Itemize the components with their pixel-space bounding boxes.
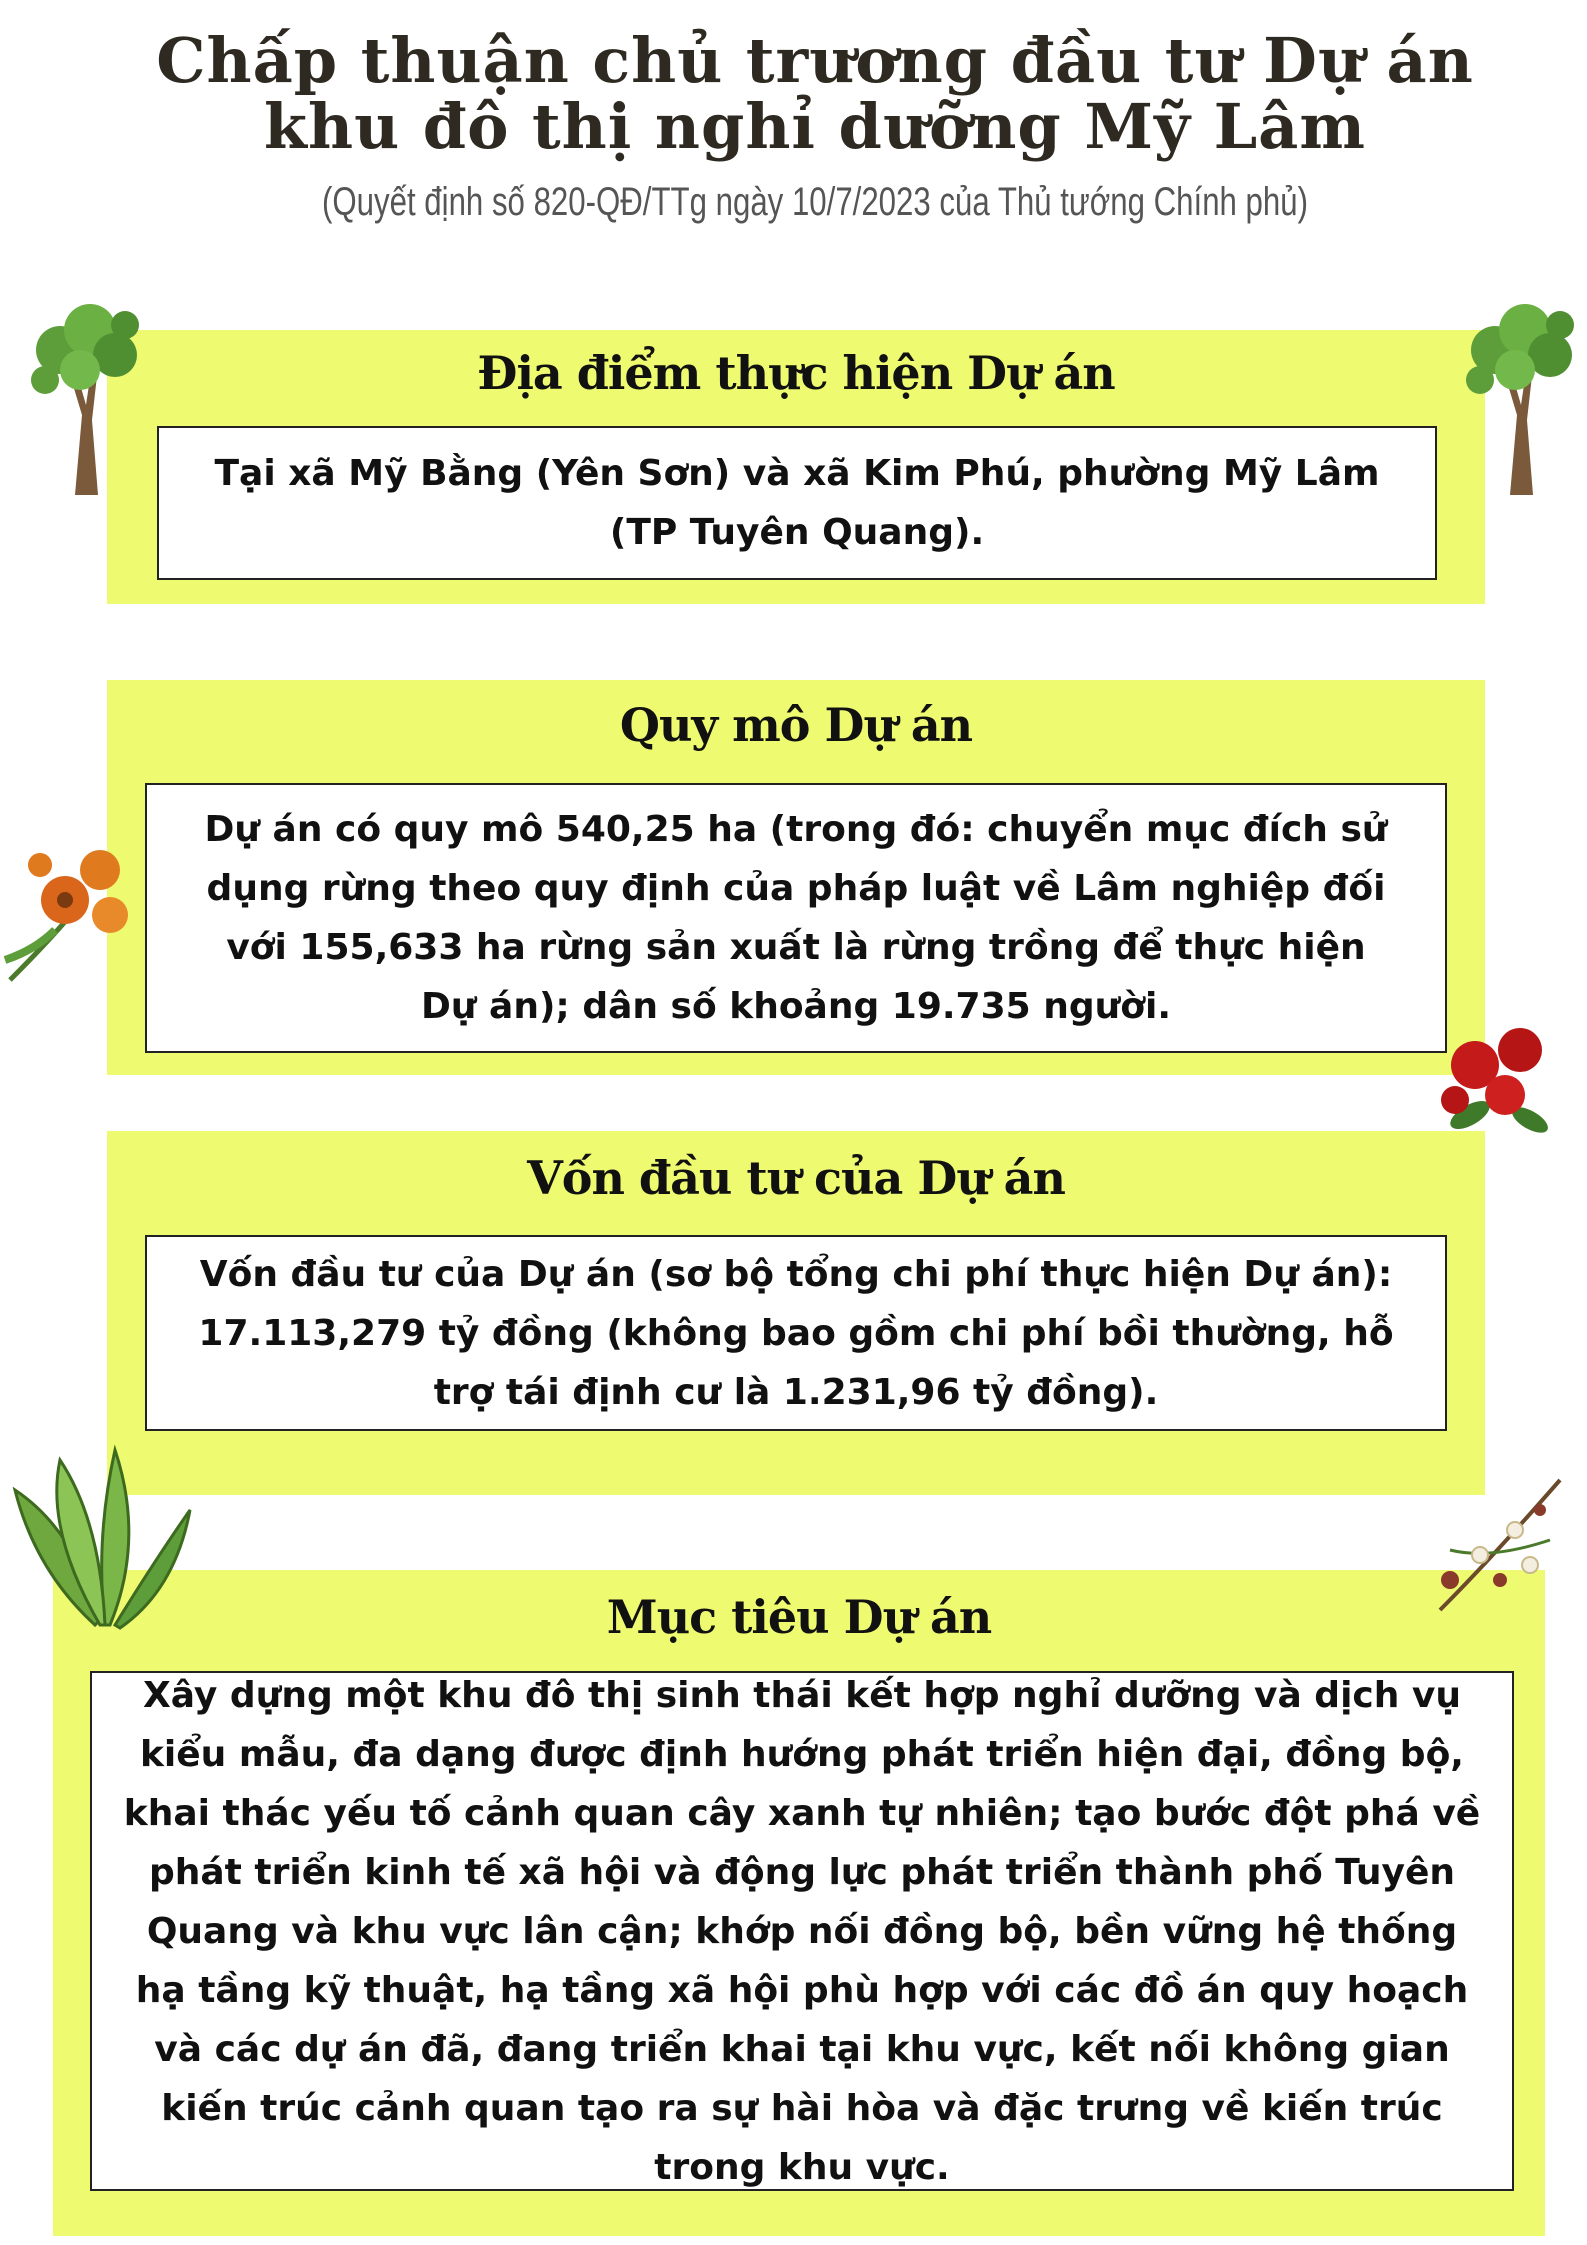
section-location (107, 330, 1485, 604)
title-line-1: Chấp thuận chủ trương đầu tư Dự án (156, 24, 1474, 97)
section-body-text: Vốn đầu tư của Dự án (sơ bộ tổng chi phí thực hiện Dự án): 17.113,279 tỷ đồng (không bao gồm chi phí bồi thường, hỗ trợ tái định cư là 1.231,96 tỷ đồng). (198, 1253, 1394, 1413)
section-body-box (145, 1235, 1447, 1431)
white-blossom-icon (1420, 1470, 1570, 1620)
section-body-box (157, 426, 1437, 580)
section-scale (107, 680, 1485, 1075)
section-body-text: Xây dựng một khu đô thị sinh thái kết hợp nghỉ dưỡng và dịch vụ kiểu mẫu, đa dạng được định hướng phát triển hiện đại, đồng bộ, khai thác yếu tố cảnh quan cây xanh tự nhiên; tạo bước đột phá về phát triển kinh tế xã hội và động lực phát triển thành phố Tuyên Quang và khu vực lân cận; khớp nối đồng bộ, bền vững hệ thống hạ tầng kỹ thuật, hạ tầng xã hội phù hợp với các đồ án quy hoạch và các dự án đã, đang triển khai tại khu vực, kết nối không gian kiến trúc cảnh quan tạo ra sự hài hòa và đặc trưng về kiến trúc trong khu vực. (123, 1674, 1481, 2188)
section-investment (107, 1131, 1485, 1495)
tree-icon (1455, 295, 1585, 495)
red-hibiscus-icon (1430, 1005, 1560, 1145)
title-line-2: khu đô thị nghỉ dưỡng Mỹ Lâm (264, 90, 1366, 163)
section-heading: Quy mô Dự án (619, 698, 973, 752)
orange-flower-icon (0, 830, 150, 990)
section-objective (53, 1570, 1545, 2236)
tree-icon (20, 295, 150, 495)
section-heading: Địa điểm thực hiện Dự án (477, 346, 1115, 400)
green-leaves-icon (5, 1430, 195, 1630)
page-title (150, 24, 1480, 163)
section-body-box (90, 1671, 1514, 2191)
section-body-box (145, 783, 1447, 1053)
section-heading: Vốn đầu tư của Dự án (527, 1151, 1065, 1205)
page-subtitle: (Quyết định số 820-QĐ/TTg ngày 10/7/2023 của Thủ tướng Chính phủ) (321, 180, 1309, 224)
section-body-text: Tại xã Mỹ Bằng (Yên Sơn) và xã Kim Phú, phường Mỹ Lâm (TP Tuyên Quang). (214, 453, 1380, 553)
section-heading: Mục tiêu Dự án (606, 1590, 992, 1644)
section-body-text: Dự án có quy mô 540,25 ha (trong đó: chuyển mục đích sử dụng rừng theo quy định của pháp luật về Lâm nghiệp đối với 155,633 ha rừng sản xuất là rừng trồng để thực hiện Dự án); dân số khoảng 19.735 người. (204, 809, 1388, 1027)
